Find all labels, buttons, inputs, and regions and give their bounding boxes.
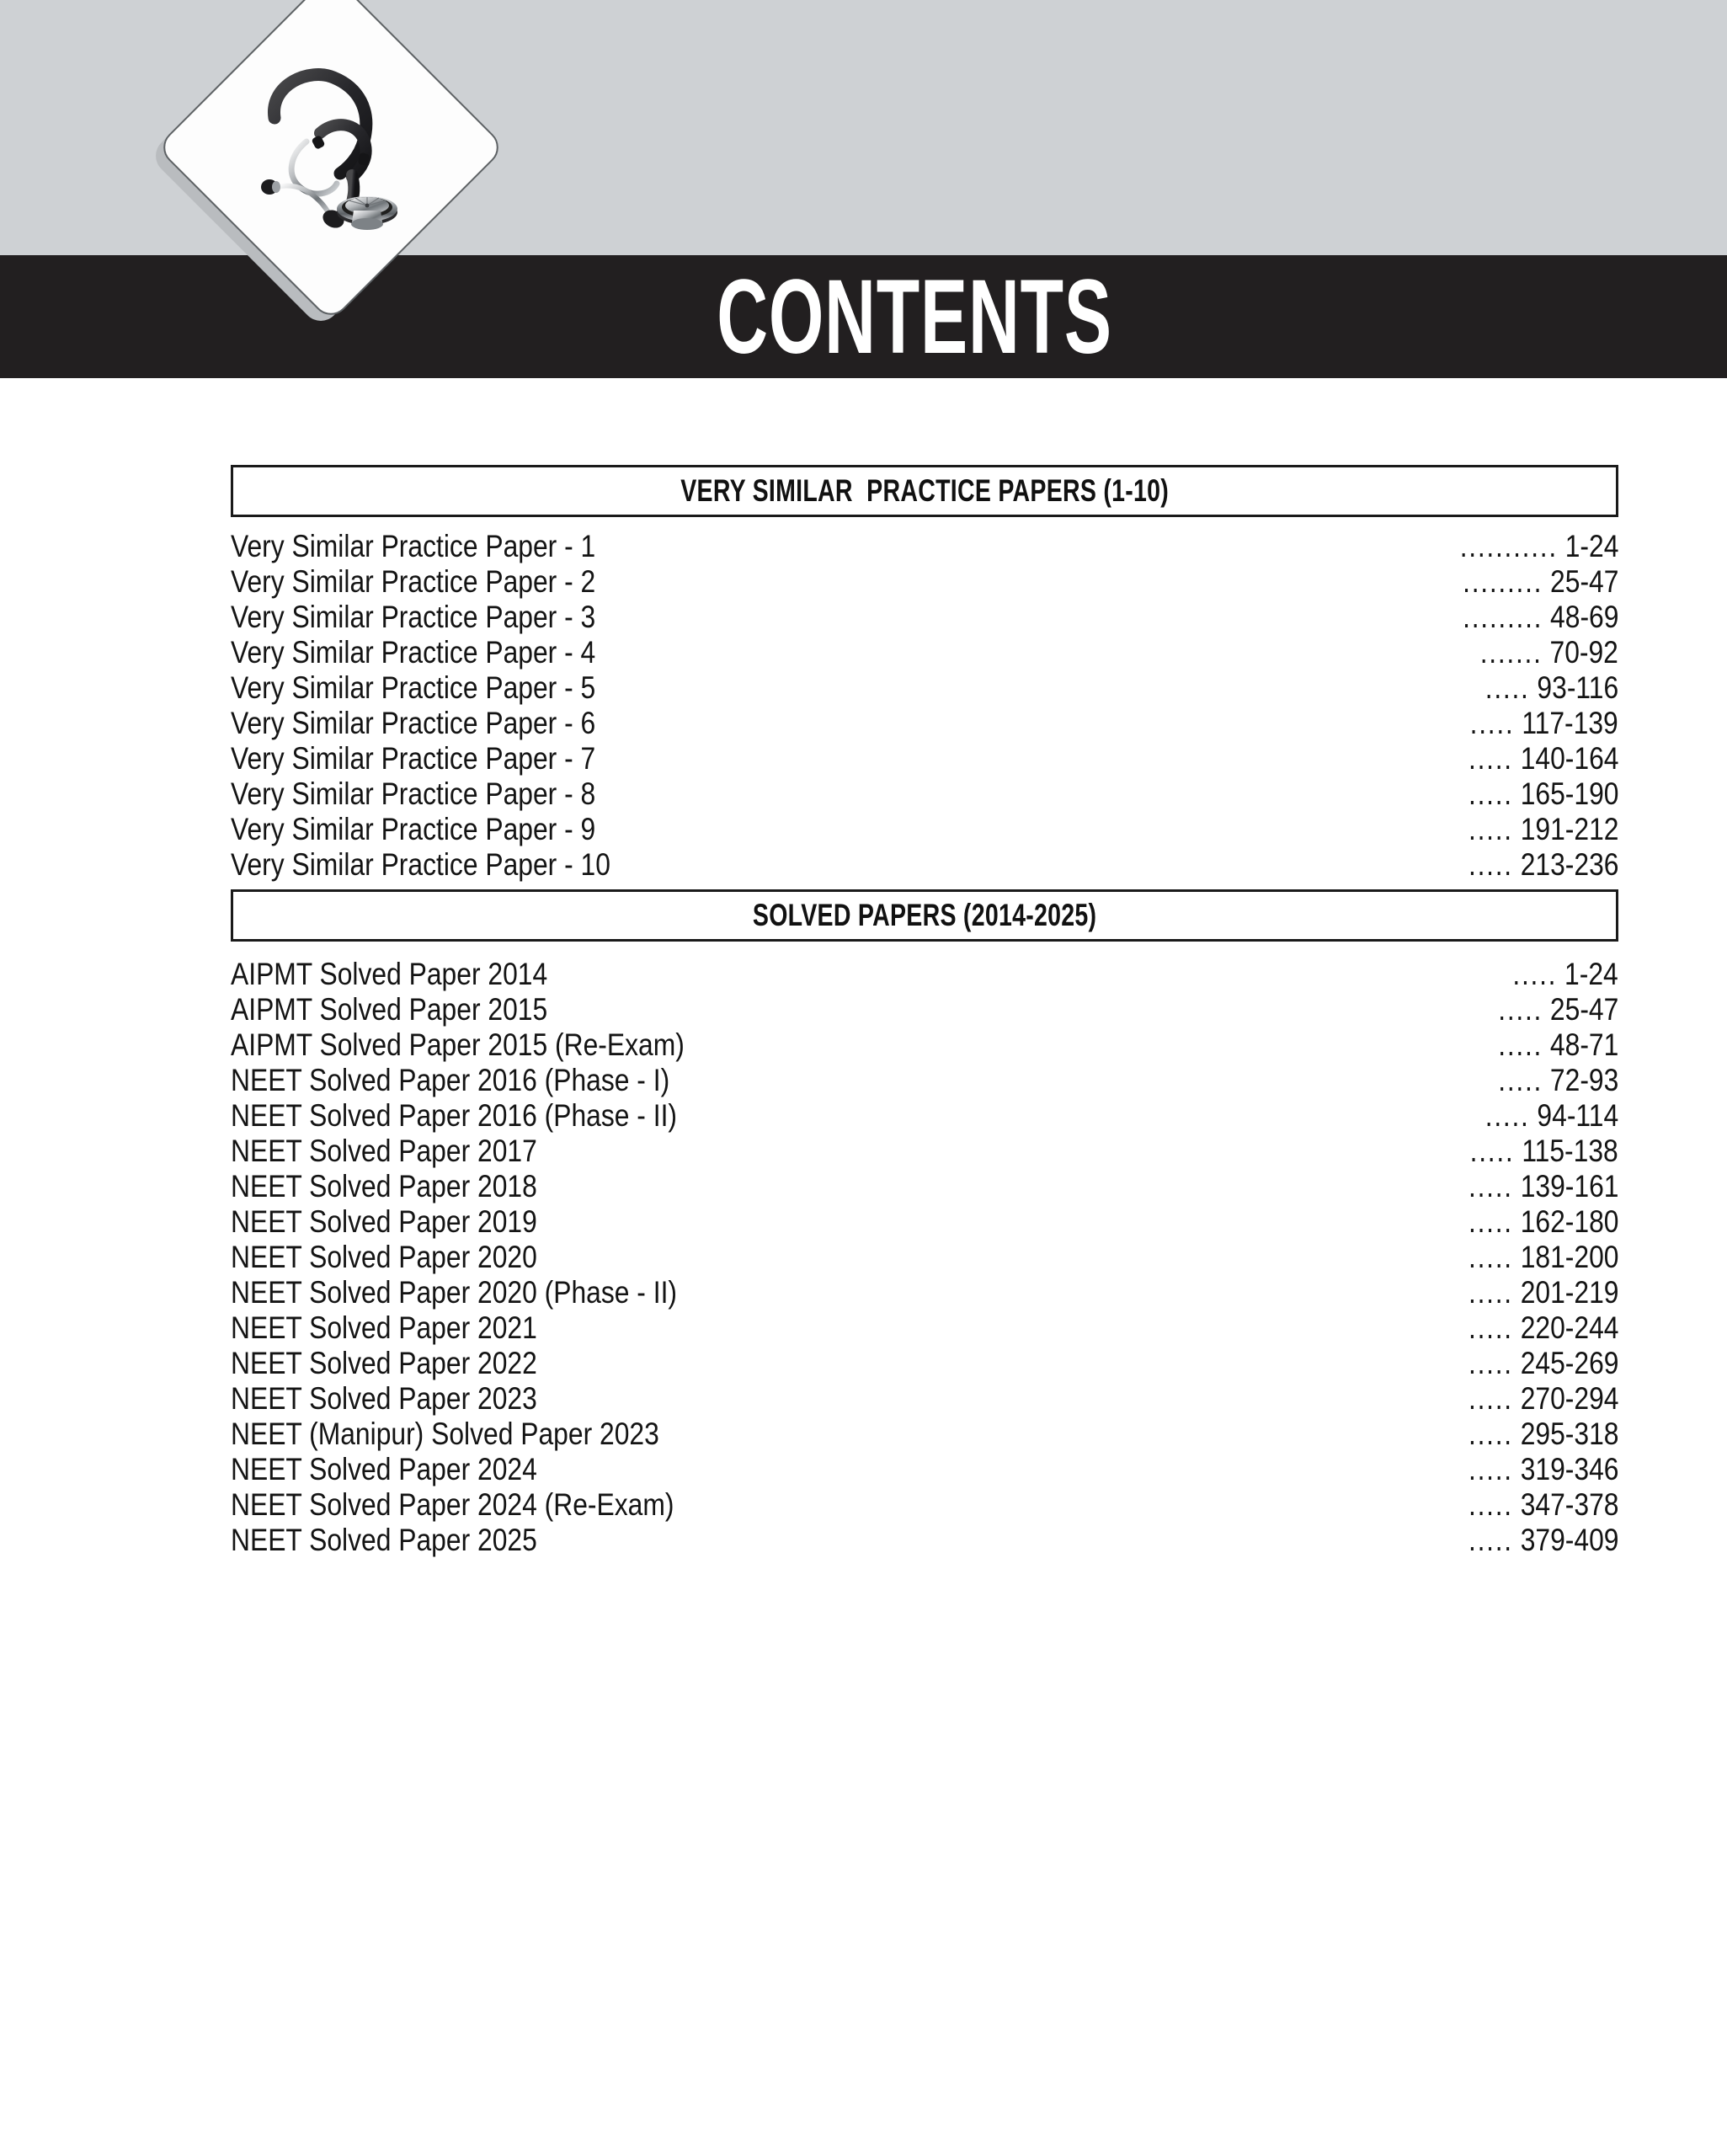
toc-entry[interactable] (231, 1169, 1618, 1204)
toc-entry-pages (1468, 1381, 1618, 1417)
leader-dots: ..... (1468, 1381, 1513, 1416)
leader-dots: ..... (1468, 1523, 1513, 1557)
toc-entry-title: Very Similar Practice Paper - 6 (231, 706, 596, 740)
toc-entry-pages (1513, 957, 1618, 992)
toc-entry-pages (1485, 670, 1618, 706)
section-heading-text: VERY SIMILAR PRACTICE PAPERS (1-10) (680, 472, 1169, 509)
toc-entry-pages (1468, 741, 1618, 776)
page-range: 1-24 (1564, 957, 1618, 991)
toc-entry-pages (1498, 992, 1618, 1027)
page-range: 165-190 (1520, 776, 1618, 811)
toc-entry[interactable] (231, 1417, 1618, 1452)
toc-entry-pages (1468, 1523, 1618, 1558)
toc-entry[interactable] (231, 1027, 1618, 1063)
badge-image-holder (209, 25, 453, 270)
toc-entry[interactable] (231, 741, 1618, 776)
toc-entry[interactable] (231, 1275, 1618, 1310)
toc-entry-pages (1468, 1346, 1618, 1381)
toc-entry-title: NEET Solved Paper 2016 (Phase - I) (231, 1063, 670, 1097)
stethoscope-badge (207, 24, 451, 268)
toc-entry[interactable] (231, 1134, 1618, 1169)
toc-entry-title: NEET Solved Paper 2021 (231, 1310, 537, 1345)
leader-dots: ....... (1479, 635, 1543, 670)
page-range: 72-93 (1549, 1063, 1618, 1097)
page-range: 117-139 (1522, 706, 1618, 740)
toc-entry-title: NEET Solved Paper 2017 (231, 1134, 537, 1168)
leader-dots: ..... (1484, 670, 1530, 705)
leader-dots: ......... (1462, 564, 1543, 599)
toc-entry-title: NEET Solved Paper 2022 (231, 1346, 537, 1380)
leader-dots: ..... (1468, 1204, 1513, 1239)
toc-entry-pages (1468, 812, 1618, 847)
leader-dots: ..... (1468, 1310, 1513, 1345)
toc-entry-pages (1498, 1063, 1618, 1098)
leader-dots: ..... (1497, 992, 1543, 1027)
toc-entry-title: Very Similar Practice Paper - 10 (231, 847, 610, 882)
leader-dots: ..... (1468, 1346, 1513, 1380)
toc-entry-pages (1480, 635, 1618, 670)
toc-entry-pages (1463, 600, 1618, 635)
toc-entry-title: NEET Solved Paper 2024 (231, 1452, 537, 1486)
leader-dots: ..... (1468, 1169, 1513, 1203)
toc-entry[interactable] (231, 812, 1618, 847)
leader-dots: ..... (1497, 1063, 1543, 1097)
leader-dots: ..... (1469, 1134, 1515, 1168)
table-of-contents (231, 465, 1618, 1558)
page-title (0, 255, 1727, 378)
toc-entry-pages (1468, 1310, 1618, 1346)
page-range: 140-164 (1520, 741, 1618, 776)
toc-entry[interactable] (231, 1098, 1618, 1134)
toc-entry-title: NEET Solved Paper 2020 (Phase - II) (231, 1275, 678, 1310)
leader-dots: ..... (1468, 1240, 1513, 1274)
toc-entry[interactable] (231, 1204, 1618, 1240)
stethoscope-icon (226, 42, 436, 253)
toc-entry-title: Very Similar Practice Paper - 5 (231, 670, 596, 705)
leader-dots: ..... (1484, 1098, 1530, 1133)
leader-dots: ..... (1469, 706, 1515, 740)
leader-dots: ..... (1468, 812, 1513, 846)
toc-entry-pages (1468, 1487, 1618, 1523)
page-range: 201-219 (1520, 1275, 1618, 1310)
page-range: 115-138 (1522, 1134, 1618, 1168)
leader-dots: ..... (1497, 1027, 1543, 1062)
toc-entry[interactable] (231, 670, 1618, 706)
toc-entry-pages (1468, 1275, 1618, 1310)
toc-entry[interactable] (231, 1381, 1618, 1417)
page-range: 93-116 (1537, 670, 1618, 705)
toc-entry-title: Very Similar Practice Paper - 1 (231, 529, 596, 563)
toc-entry[interactable] (231, 529, 1618, 564)
page-range: 1-24 (1564, 529, 1618, 563)
page-range: 48-69 (1549, 600, 1618, 634)
leader-dots: ..... (1468, 1417, 1513, 1451)
section-heading-very-similar-practice-papers (231, 465, 1618, 517)
section-entries-list (231, 517, 1618, 883)
toc-entry[interactable] (231, 1487, 1618, 1523)
leader-dots: ........... (1459, 529, 1558, 563)
toc-entry-pages (1498, 1027, 1618, 1063)
toc-entry-pages (1463, 564, 1618, 600)
page-range: 245-269 (1520, 1346, 1618, 1380)
page-range: 220-244 (1520, 1310, 1618, 1345)
toc-entry-pages (1470, 706, 1618, 741)
page-range: 347-378 (1520, 1487, 1618, 1522)
leader-dots: ..... (1468, 1487, 1513, 1522)
toc-entry-title: Very Similar Practice Paper - 9 (231, 812, 596, 846)
toc-entry-pages (1468, 1240, 1618, 1275)
toc-entry[interactable] (231, 1452, 1618, 1487)
leader-dots: ..... (1468, 1452, 1513, 1486)
toc-entry[interactable] (231, 706, 1618, 741)
page-range: 70-92 (1549, 635, 1618, 670)
page-range: 213-236 (1520, 847, 1618, 882)
toc-entry-title: NEET Solved Paper 2016 (Phase - II) (231, 1098, 678, 1133)
leader-dots: ..... (1512, 957, 1558, 991)
toc-entry-title: NEET Solved Paper 2018 (231, 1169, 537, 1203)
leader-dots: ..... (1468, 741, 1513, 776)
leader-dots: ..... (1468, 847, 1513, 882)
toc-entry-title: Very Similar Practice Paper - 3 (231, 600, 596, 634)
toc-entry-pages (1470, 1134, 1618, 1169)
page-range: 319-346 (1520, 1452, 1618, 1486)
toc-entry-title: NEET Solved Paper 2024 (Re-Exam) (231, 1487, 674, 1522)
toc-entry-title: Very Similar Practice Paper - 7 (231, 741, 596, 776)
toc-entry-pages (1468, 1169, 1618, 1204)
toc-entry-title: Very Similar Practice Paper - 8 (231, 776, 596, 811)
section-heading-solved-papers (231, 889, 1618, 942)
toc-entry-title: NEET (Manipur) Solved Paper 2023 (231, 1417, 659, 1451)
page-title-text: CONTENTS (716, 257, 1112, 376)
toc-entry[interactable] (231, 1523, 1618, 1558)
toc-entry-title: AIPMT Solved Paper 2015 (Re-Exam) (231, 1027, 685, 1062)
toc-entry-pages (1468, 776, 1618, 812)
toc-entry[interactable] (231, 992, 1618, 1027)
toc-entry[interactable] (231, 1310, 1618, 1346)
toc-entry-pages (1468, 847, 1618, 883)
toc-entry[interactable] (231, 635, 1618, 670)
page-range: 181-200 (1520, 1240, 1618, 1274)
page-header (0, 0, 1727, 387)
toc-entry-title: NEET Solved Paper 2019 (231, 1204, 537, 1239)
toc-entry[interactable] (231, 1346, 1618, 1381)
toc-entry-pages (1468, 1417, 1618, 1452)
toc-entry-title: NEET Solved Paper 2020 (231, 1240, 537, 1274)
toc-entry[interactable] (231, 847, 1618, 883)
toc-entry-pages (1459, 529, 1618, 564)
page-range: 295-318 (1520, 1417, 1618, 1451)
page-range: 139-161 (1520, 1169, 1618, 1203)
page-range: 25-47 (1549, 564, 1618, 599)
page-range: 379-409 (1520, 1523, 1618, 1557)
toc-entry[interactable] (231, 600, 1618, 635)
toc-entry-title: NEET Solved Paper 2025 (231, 1523, 537, 1557)
page-range: 270-294 (1520, 1381, 1618, 1416)
toc-entry-pages (1485, 1098, 1618, 1134)
leader-dots: ......... (1462, 600, 1543, 634)
toc-entry-pages (1468, 1204, 1618, 1240)
toc-entry-title: NEET Solved Paper 2023 (231, 1381, 537, 1416)
leader-dots: ..... (1468, 1275, 1513, 1310)
toc-entry-title: Very Similar Practice Paper - 2 (231, 564, 596, 599)
section-entries-list (231, 942, 1618, 1558)
page-range: 162-180 (1520, 1204, 1618, 1239)
leader-dots: ..... (1468, 776, 1513, 811)
toc-entry-title: AIPMT Solved Paper 2014 (231, 957, 548, 991)
page-range: 94-114 (1537, 1098, 1618, 1133)
toc-entry[interactable] (231, 1240, 1618, 1275)
toc-entry[interactable] (231, 957, 1618, 992)
toc-entry[interactable] (231, 776, 1618, 812)
toc-entry[interactable] (231, 1063, 1618, 1098)
toc-entry[interactable] (231, 564, 1618, 600)
page-range: 25-47 (1549, 992, 1618, 1027)
toc-entry-title: AIPMT Solved Paper 2015 (231, 992, 548, 1027)
page-range: 191-212 (1520, 812, 1618, 846)
section-heading-text: SOLVED PAPERS (2014-2025) (752, 897, 1097, 933)
page-range: 48-71 (1549, 1027, 1618, 1062)
toc-entry-title: Very Similar Practice Paper - 4 (231, 635, 596, 670)
toc-entry-pages (1468, 1452, 1618, 1487)
